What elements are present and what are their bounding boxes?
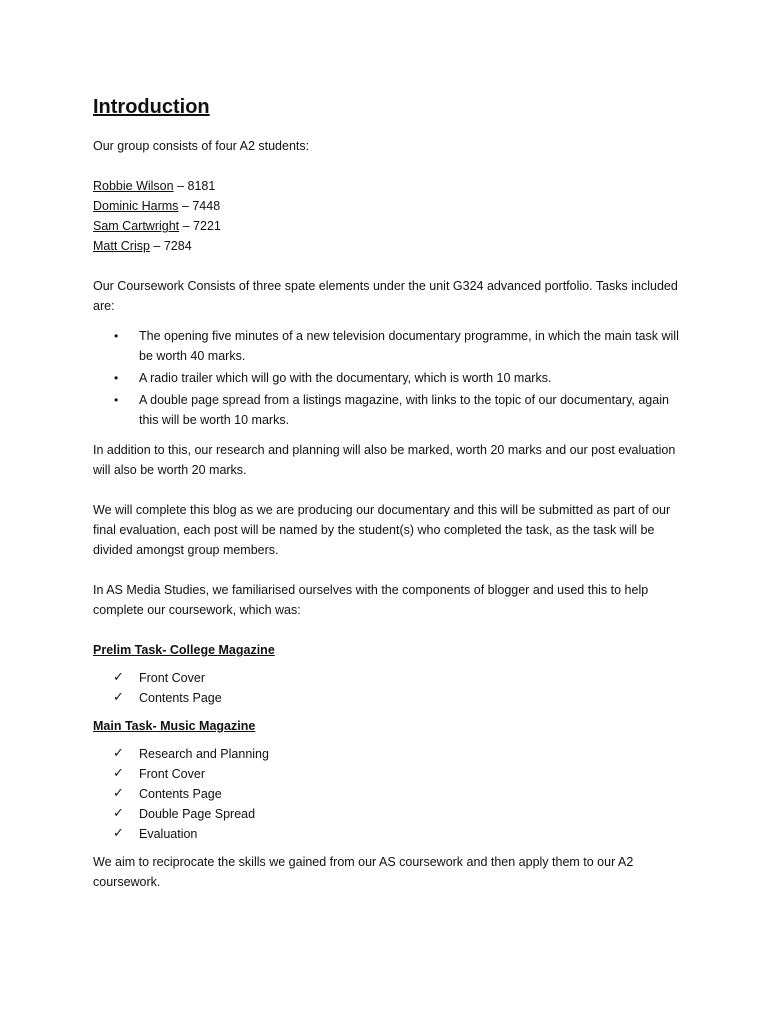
student-separator: – [179,219,194,233]
check-item-text: Front Cover [139,767,205,781]
student-list [93,176,683,256]
closing-paragraph: We aim to reciprocate the skills we gained from our AS coursework and then apply them to our A2 coursework. [93,855,634,889]
check-item-text: Research and Planning [139,747,269,761]
main-task-list [93,744,683,844]
check-item-text: Front Cover [139,671,205,685]
student-number: 7284 [163,239,192,253]
blog-paragraph: We will complete this blog as we are producing our documentary and this will be submitted as part of our final evaluation, each post will be named by the student(s) who completed the task, as the task will be divided amongst group members. [93,503,671,557]
student-entry [93,196,683,216]
check-item-text: Contents Page [139,787,222,801]
list-item [93,824,683,844]
student-separator: – [149,239,164,253]
student-separator: – [173,179,188,193]
list-item [93,688,683,708]
list-item [93,390,683,430]
check-item-text: Evaluation [139,827,198,841]
checkmark-icon: ✓ [113,670,124,685]
student-name: Robbie Wilson [93,179,174,193]
bullet-icon: • [114,393,119,407]
list-item [93,368,683,388]
student-number: 8181 [187,179,216,193]
task-list [93,326,683,430]
main-task-heading: Main Task- Music Magazine [93,719,256,733]
check-item-text: Contents Page [139,691,222,705]
coursework-intro: Our Coursework Consists of three spate elements under the unit G324 advanced portfolio. Tasks included are: [93,279,678,313]
page-title: Introduction [93,96,210,118]
student-entry [93,236,683,256]
list-item [93,784,683,804]
document-content [93,94,683,892]
prelim-list [93,668,683,708]
task-text: A double page spread from a listings magazine, with links to the topic of our documentary, again this will be worth 10 marks. [139,393,669,427]
checkmark-icon: ✓ [113,690,124,705]
checkmark-icon: ✓ [113,766,124,781]
checkmark-icon: ✓ [113,786,124,801]
check-item-text: Double Page Spread [139,807,256,821]
bullet-icon: • [114,329,119,343]
student-name: Matt Crisp [93,239,150,253]
as-paragraph: In AS Media Studies, we familiarised ourselves with the components of blogger and used this to help complete our coursework, which was: [93,583,649,617]
bullet-icon: • [114,371,119,385]
student-name: Dominic Harms [93,199,179,213]
list-item [93,668,683,688]
task-text: A radio trailer which will go with the documentary, which is worth 10 marks. [139,371,552,385]
checkmark-icon: ✓ [113,806,124,821]
list-item [93,764,683,784]
student-number: 7448 [192,199,221,213]
task-text: The opening five minutes of a new television documentary programme, in which the main task will be worth 40 marks. [139,329,679,363]
intro-line: Our group consists of four A2 students: [93,139,310,153]
addition-paragraph: In addition to this, our research and planning will also be marked, worth 20 marks and our post evaluation will also be worth 20 marks. [93,443,676,477]
list-item [93,744,683,764]
student-number: 7221 [193,219,221,233]
student-entry [93,176,683,196]
checkmark-icon: ✓ [113,826,124,841]
checkmark-icon: ✓ [113,746,124,761]
prelim-heading: Prelim Task- College Magazine [93,643,275,657]
list-item [93,326,683,366]
student-separator: – [178,199,193,213]
list-item [93,804,683,824]
student-name: Sam Cartwright [93,219,180,233]
student-entry [93,216,683,236]
